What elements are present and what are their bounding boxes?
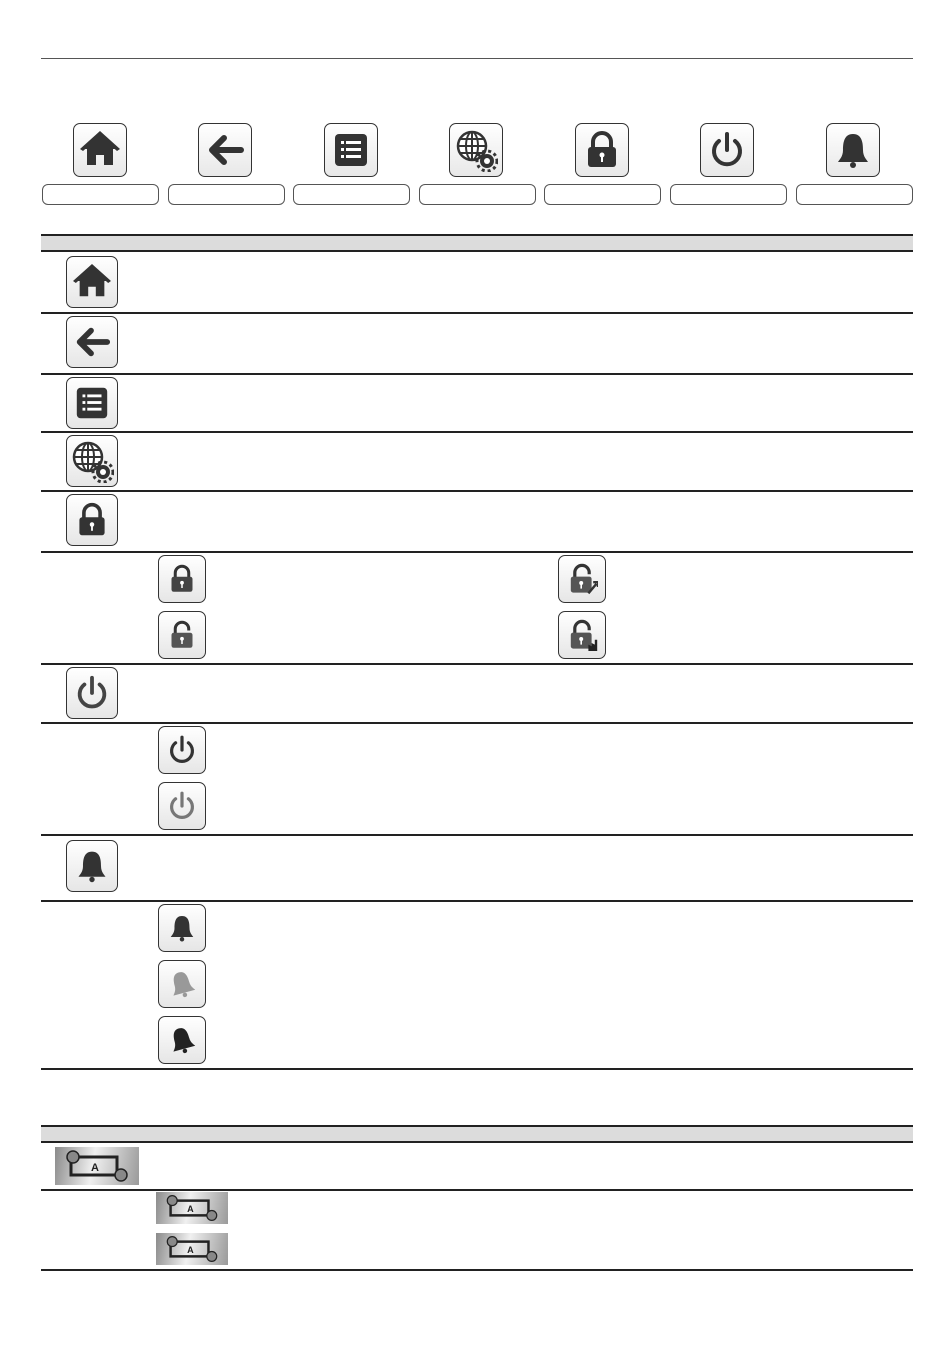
globe-settings-icon (70, 439, 114, 483)
lock-open-icon (167, 620, 197, 650)
table-row-power-icon (66, 667, 118, 719)
row-divider (41, 1269, 913, 1271)
lock-closed-state (158, 555, 206, 603)
table-row-globe-icon (66, 435, 118, 487)
bell-icon (74, 848, 110, 884)
row-divider (41, 663, 913, 665)
power-light-state (158, 782, 206, 830)
row-divider (41, 1189, 913, 1191)
power-icon (707, 130, 747, 170)
lock-icon (74, 502, 110, 538)
mode-loop-icon (59, 1149, 135, 1183)
power-light-icon (166, 790, 198, 822)
home-icon (80, 130, 120, 170)
lock-label (544, 184, 661, 205)
icon-table-header (41, 234, 913, 252)
power-label (670, 184, 787, 205)
bell-ringing-icon (167, 1025, 197, 1055)
back-label (168, 184, 285, 205)
table-row-lock-icon (66, 494, 118, 546)
row-divider (41, 900, 913, 902)
row-divider (41, 722, 913, 724)
lock-open-service-icon (566, 563, 598, 595)
bell-ringing-state (158, 1016, 206, 1064)
table-row-bell-icon (66, 840, 118, 892)
power-dark-state (158, 726, 206, 774)
mode-letter: A (91, 1162, 99, 1174)
back-arrow-icon (205, 130, 245, 170)
bell-faded-icon (167, 969, 197, 999)
back-arrow-icon (73, 323, 111, 361)
globe-settings-icon (454, 128, 498, 172)
list-icon (73, 384, 111, 422)
lock-open-service-state (558, 555, 606, 603)
lock-icon (582, 130, 622, 170)
table-row-list-icon (66, 377, 118, 429)
mode-table-header (41, 1125, 913, 1143)
lock-open-factory-icon (566, 619, 598, 651)
bell-faded-state (158, 960, 206, 1008)
power-button[interactable] (700, 123, 754, 177)
network-settings-label (419, 184, 536, 205)
row-divider (41, 834, 913, 836)
bell-icon (833, 130, 873, 170)
alarm-button[interactable] (826, 123, 880, 177)
mode-a-state-1 (156, 1192, 228, 1224)
mode-a-state-2 (156, 1233, 228, 1265)
menu-button[interactable] (324, 123, 378, 177)
home-button[interactable] (73, 123, 127, 177)
row-divider (41, 373, 913, 375)
power-dark-icon (166, 734, 198, 766)
home-icon (73, 263, 111, 301)
row-divider (41, 1068, 913, 1070)
list-icon (331, 130, 371, 170)
row-divider (41, 551, 913, 553)
table-row-home-icon (66, 256, 118, 308)
mode-loop-icon (159, 1194, 225, 1222)
mode-a-indicator (55, 1147, 139, 1185)
mode-loop-icon (159, 1235, 225, 1263)
bell-dark-icon (167, 913, 197, 943)
lock-closed-icon (167, 564, 197, 594)
lock-open-factory-state (558, 611, 606, 659)
alarm-label (796, 184, 913, 205)
power-icon (73, 674, 111, 712)
row-divider (41, 312, 913, 314)
bell-dark-state (158, 904, 206, 952)
home-label (42, 184, 159, 205)
toolbar (0, 0, 950, 210)
mode-letter: A (187, 1204, 194, 1215)
network-settings-button[interactable] (449, 123, 503, 177)
row-divider (41, 490, 913, 492)
row-divider (41, 431, 913, 433)
menu-label (293, 184, 410, 205)
lock-open-state (158, 611, 206, 659)
table-row-back-icon (66, 316, 118, 368)
back-button[interactable] (198, 123, 252, 177)
lock-button[interactable] (575, 123, 629, 177)
mode-letter: A (187, 1245, 194, 1256)
